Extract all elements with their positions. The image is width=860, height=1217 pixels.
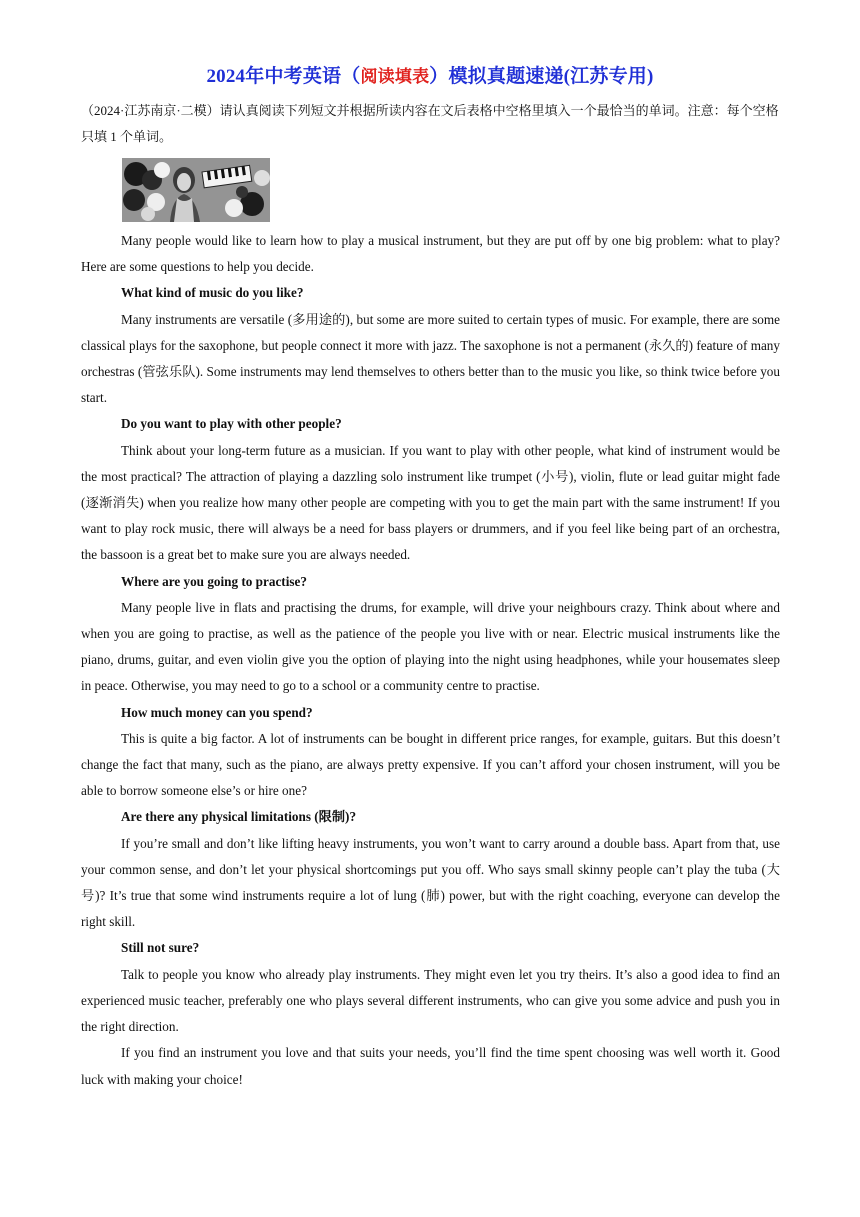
- section-heading: Are there any physical limitations (限制)?: [121, 809, 357, 825]
- paragraph: Many people would like to learn how to play a musical instrument, but they are put off by one big problem: what to play? Here are some questions to help you decide.: [81, 233, 780, 275]
- article-body: [81, 228, 780, 1093]
- paragraph: Many instruments are versatile (多用途的), but some are more suited to certain types of music. For example, there are some classical plays for the saxophone, but people connect it more with jazz. The saxophone is not a permanent (永久的) feature of many orchestras (管弦乐队). Some instruments may lend themselves to others better than to the music you like, so think twice before you start.: [81, 311, 780, 406]
- title-part-1: 2024年中考英语（: [206, 66, 361, 87]
- paragraph: Talk to people you know who already play instruments. They might even let you try theirs. It’s also a good idea to find an experienced music teacher, preferably one who plays several different instruments, who can give you some advice and push you in the right direction.: [81, 966, 780, 1035]
- girl-with-keyboard-picture: [122, 158, 270, 222]
- section-heading: Still not sure?: [121, 940, 200, 956]
- page-title: [0, 61, 860, 88]
- title-part-3: ）模拟真题速递(江苏专用): [429, 66, 654, 87]
- illustration-image: [122, 158, 270, 222]
- section-heading: How much money can you spend?: [121, 704, 313, 720]
- title-part-2: 阅读填表: [360, 67, 430, 86]
- paragraph: If you find an instrument you love and that suits your needs, you’ll find the time spent choosing was well worth it. Good luck with making your choice!: [81, 1045, 780, 1087]
- instructions: （2024·江苏南京·二模）请认真阅读下列短文并根据所读内容在文后表格中空格里填入一个最恰当的单词。注意：每个空格只填 1 个单词。: [81, 103, 779, 144]
- paragraph: This is quite a big factor. A lot of instruments can be bought in different price ranges, for example, guitars. But this doesn’t change the fact that many, such as the piano, are always pretty expensive. If you can’t afford your chosen instrument, will you be able to borrow someone else’s or hire one?: [81, 730, 780, 799]
- section-heading: Where are you going to practise?: [121, 573, 307, 589]
- paragraph: Many people live in flats and practising the drums, for example, will drive your neighbours crazy. Think about where and when you are going to practise, as well as the patience of the people you live with or near. Electric musical instruments like the piano, drums, guitar, and even violin give you the option of playing into the night using headphones, while your housemates sleep in peace. Otherwise, you may need to go to a school or a community centre to practise.: [81, 599, 780, 694]
- section-heading: What kind of music do you like?: [121, 285, 304, 301]
- paragraph: If you’re small and don’t like lifting heavy instruments, you won’t want to carry around a double bass. Apart from that, use your common sense, and don’t let your physical shortcomings put you off. Who says small skinny people can’t play the tuba (大号)? It’s true that some wind instruments require a lot of lung (肺) power, but with the right coaching, everyone can develop the right skill.: [81, 835, 780, 930]
- section-heading: Do you want to play with other people?: [121, 416, 342, 432]
- paragraph: Think about your long-term future as a musician. If you want to play with other people, what kind of instrument would be the most practical? The attraction of playing a dazzling solo instrument like trumpet (小号), violin, flute or lead guitar might fade (逐渐消失) when you realize how many other people are competing with you to get the main part with the same instrument! If you want to play rock music, there will always be a need for bass players or drummers, and if you feel like being part of an orchestra, the bassoon is a great bet to make sure you are always needed.: [81, 442, 780, 563]
